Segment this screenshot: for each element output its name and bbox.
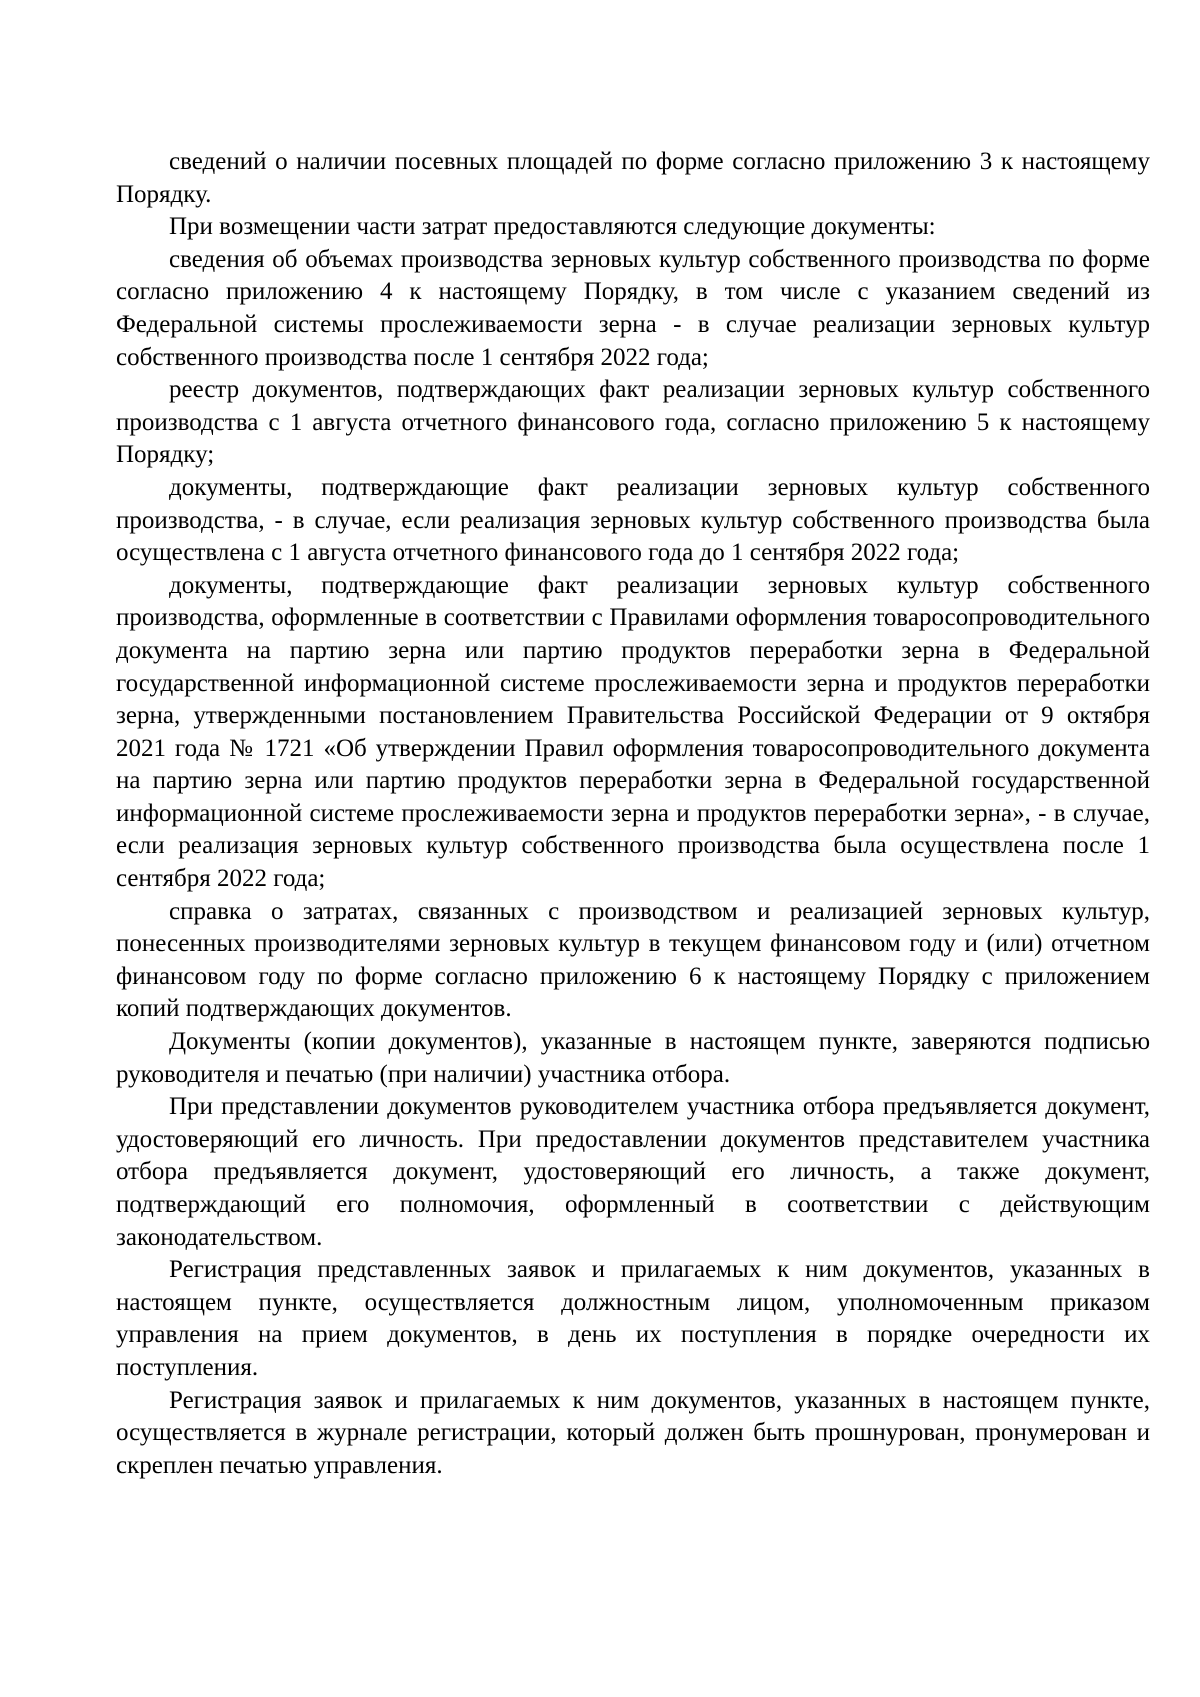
paragraph-cost-certificate: справка о затратах, связанных с производством и реализацией зерновых культур, понесенных производителями зерновых культур в текущем финансовом году и (или) отчетном финансовом году по форме согласно приложению 6 к настоящему Порядку с приложением копий подтверждающих документов. (116, 897, 1150, 1023)
paragraph-sowing-areas: сведений о наличии посевных площадей по форме согласно приложению 3 к настоящему Порядку. (116, 148, 1150, 208)
paragraph-document-certification: Документы (копии документов), указанные в настоящем пункте, заверяются подписью руководителя и печатью (при наличии) участника отбора. (116, 1028, 1150, 1088)
paragraph-cost-reimbursement-intro: При возмещении части затрат предоставляются следующие документы: (169, 213, 936, 241)
document-page (116, 146, 1150, 1482)
paragraph-identity-presentation: При представлении документов руководителем участника отбора предъявляется документ, удостоверяющий его личность. При предоставлении документов представителем участника отбора предъявляется документ, удостоверяющий его личность, а также документ, подтверждающий его полномочия, оформленный в соответствии с действующим законодательством. (116, 1093, 1150, 1251)
paragraph-production-volumes: сведения об объемах производства зерновых культур собственного производства по форме согласно приложению 4 к настоящему Порядку, в том числе с указанием сведений из Федеральной системы прослеживаемости зерна - в случае реализации зерновых культур собственного производства после 1 сентября 2022 года; (116, 245, 1150, 371)
paragraph-registration-journal: Регистрация заявок и прилагаемых к ним документов, указанных в настоящем пункте, осуществляется в журнале регистрации, который должен быть прошнурован, пронумерован и скреплен печатью управления. (116, 1386, 1150, 1479)
paragraph-sales-documents-after: документы, подтверждающие факт реализации зерновых культур собственного производства, оформленные в соответствии с Правилами оформления товаросопроводительного документа на партию зерна или партию продуктов переработки зерна в Федеральной государственной информационной системе прослеживаемости зерна и продуктов переработки зерна, утвержденными постановлением Правительства Российской Федерации от 9 октября 2021 года № 1721 «Об утверждении Правил оформления товаросопроводительного документа на партию зерна или партию продуктов переработки зерна в Федеральной государственной информационной системе прослеживаемости зерна и продуктов переработки зерна», - в случае, если реализация зерновых культур собственного производства была осуществлена после 1 сентября 2022 года; (116, 571, 1150, 893)
paragraph-sales-documents-before: документы, подтверждающие факт реализации зерновых культур собственного производства, - в случае, если реализация зерновых культур собственного производства была осуществлена с 1 августа отчетного финансового года до 1 сентября 2022 года; (116, 473, 1150, 567)
paragraph-application-registration: Регистрация представленных заявок и прилагаемых к ним документов, указанных в настоящем пункте, осуществляется должностным лицом, уполномоченным приказом управления на прием документов, в день их поступления в порядке очередности их поступления. (116, 1256, 1150, 1381)
paragraph-documents-registry: реестр документов, подтверждающих факт реализации зерновых культур собственного производства с 1 августа отчетного финансового года, согласно приложению 5 к настоящему Порядку; (116, 376, 1150, 469)
